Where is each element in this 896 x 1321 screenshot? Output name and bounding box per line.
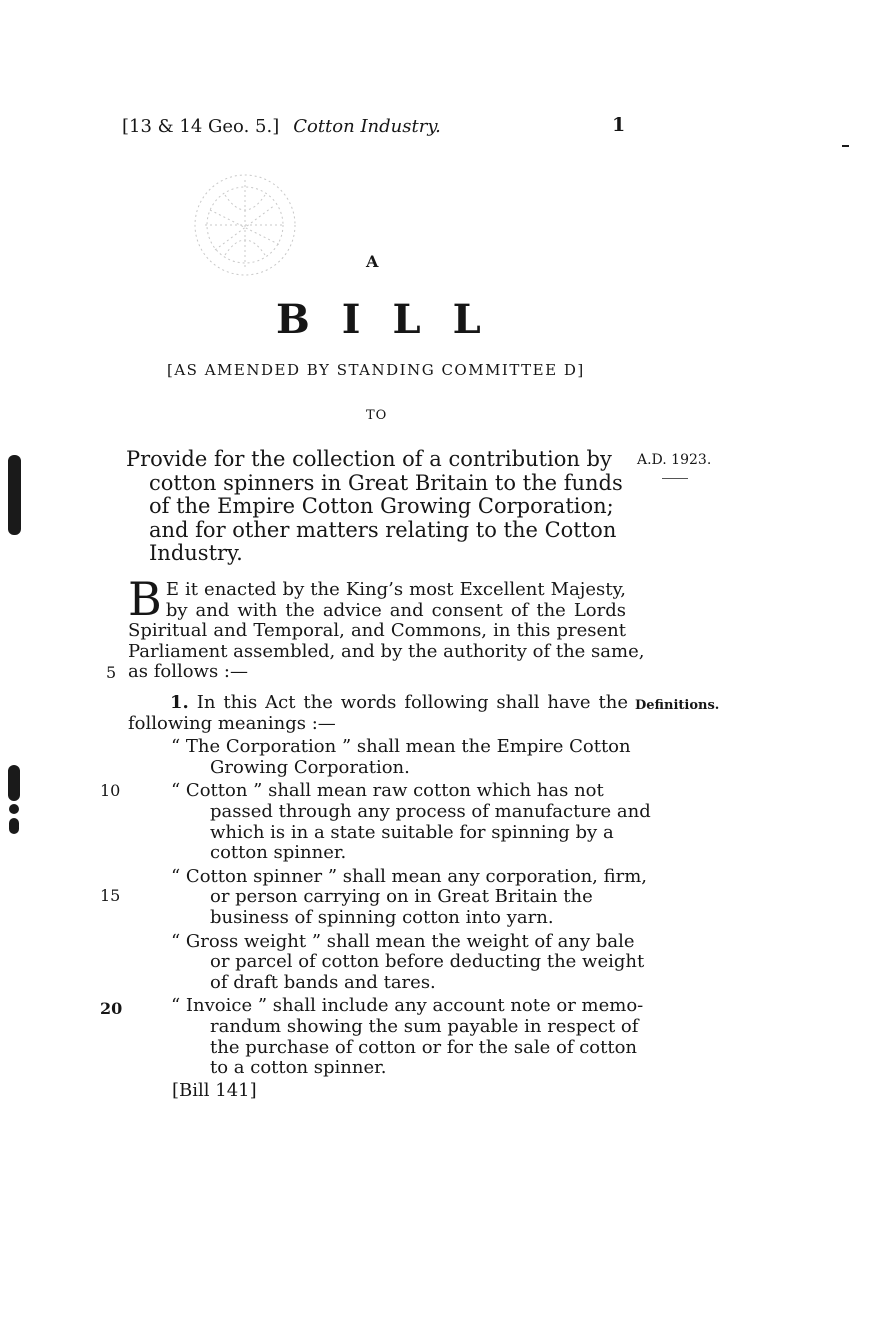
binding-mark	[8, 455, 21, 535]
enacting-line: E it enacted by the King’s most Excellent Majesty,	[165, 579, 626, 600]
section-intro	[128, 693, 628, 714]
section-number: 1.	[170, 692, 189, 713]
definition-line: or parcel of cotton before deducting the weight	[210, 951, 645, 973]
enacting-line: as follows :—	[128, 661, 248, 683]
definition-line: randum showing the sum payable in respect of	[210, 1015, 639, 1037]
binding-mark	[8, 765, 20, 801]
definition-line: “ Invoice ” shall include any account note or memo-	[171, 995, 644, 1017]
long-title-line: of the Empire Cotton Growing Corporation;	[149, 494, 614, 518]
binding-mark	[9, 818, 19, 834]
drop-cap: B	[128, 572, 162, 626]
section-intro-cont: following meanings :—	[128, 712, 336, 734]
session-citation: [13 & 14 Geo. 5.]	[122, 116, 280, 137]
margin-definitions: Definitions.	[635, 698, 720, 713]
enacting-line: Spiritual and Temporal, and Commons, in this present	[128, 620, 626, 642]
definition-line: “ Cotton spinner ” shall mean any corporation, firm,	[171, 865, 648, 887]
line-number: 20	[100, 999, 123, 1018]
enacting-line: by and with the advice and consent of the Lords	[165, 599, 626, 621]
definition-invoice	[128, 995, 644, 1079]
definition-line: or person carrying on in Great Britain the	[210, 886, 593, 908]
margin-year: A.D. 1923.	[637, 452, 712, 468]
definition-line: “ Gross weight ” shall mean the weight of any bale	[171, 930, 635, 952]
definition-line: the purchase of cotton or for the sale of cotton	[210, 1036, 638, 1058]
long-title-line: and for other matters relating to the Cotton	[149, 517, 617, 542]
bill-heading: BILL	[276, 296, 513, 343]
title-article: A	[366, 252, 379, 271]
definition-line: to a cotton spinner.	[210, 1057, 387, 1079]
definition-line: cotton spinner.	[210, 842, 347, 864]
definition-line: Growing Corporation.	[210, 756, 410, 778]
line-number: 5	[106, 663, 117, 682]
embossed-seal	[185, 165, 305, 285]
definition-cotton	[128, 780, 651, 864]
line-number: 15	[100, 886, 121, 905]
long-title-line: Industry.	[149, 541, 243, 565]
definition-cotton-spinner	[128, 865, 648, 929]
line-number: 10	[100, 781, 121, 800]
section-1	[128, 692, 651, 1079]
definition-line: “ The Corporation ” shall mean the Empire Cotton	[171, 736, 631, 758]
margin-mark	[842, 145, 849, 147]
act-short-title: Cotton Industry.	[293, 116, 441, 137]
enacting-line: Parliament assembled, and by the authority of the same,	[128, 640, 645, 662]
definition-gross-weight	[128, 930, 645, 994]
bill-number: [Bill 141]	[172, 1080, 257, 1101]
section-intro-text: In this Act the words following shall have the	[196, 692, 628, 713]
binding-mark	[9, 804, 19, 814]
long-title	[126, 448, 623, 566]
page-number: 1	[612, 114, 626, 136]
definition-line: passed through any process of manufacture and	[210, 800, 651, 822]
title-to: TO	[366, 408, 388, 423]
definition-corporation	[128, 736, 631, 778]
enacting-formula	[128, 572, 645, 683]
running-header	[122, 116, 441, 137]
long-title-line: cotton spinners in Great Britain to the funds	[149, 470, 623, 495]
amended-notice: [AS AMENDED BY STANDING COMMITTEE D]	[167, 361, 585, 379]
long-title-line: Provide for the collection of a contribution by	[126, 447, 612, 471]
definition-line: which is in a state suitable for spinning by a	[210, 821, 614, 843]
margin-rule	[662, 478, 688, 479]
definition-line: business of spinning cotton into yarn.	[210, 906, 554, 928]
definition-line: of draft bands and tares.	[210, 971, 436, 993]
definition-line: “ Cotton ” shall mean raw cotton which has not	[171, 780, 604, 802]
